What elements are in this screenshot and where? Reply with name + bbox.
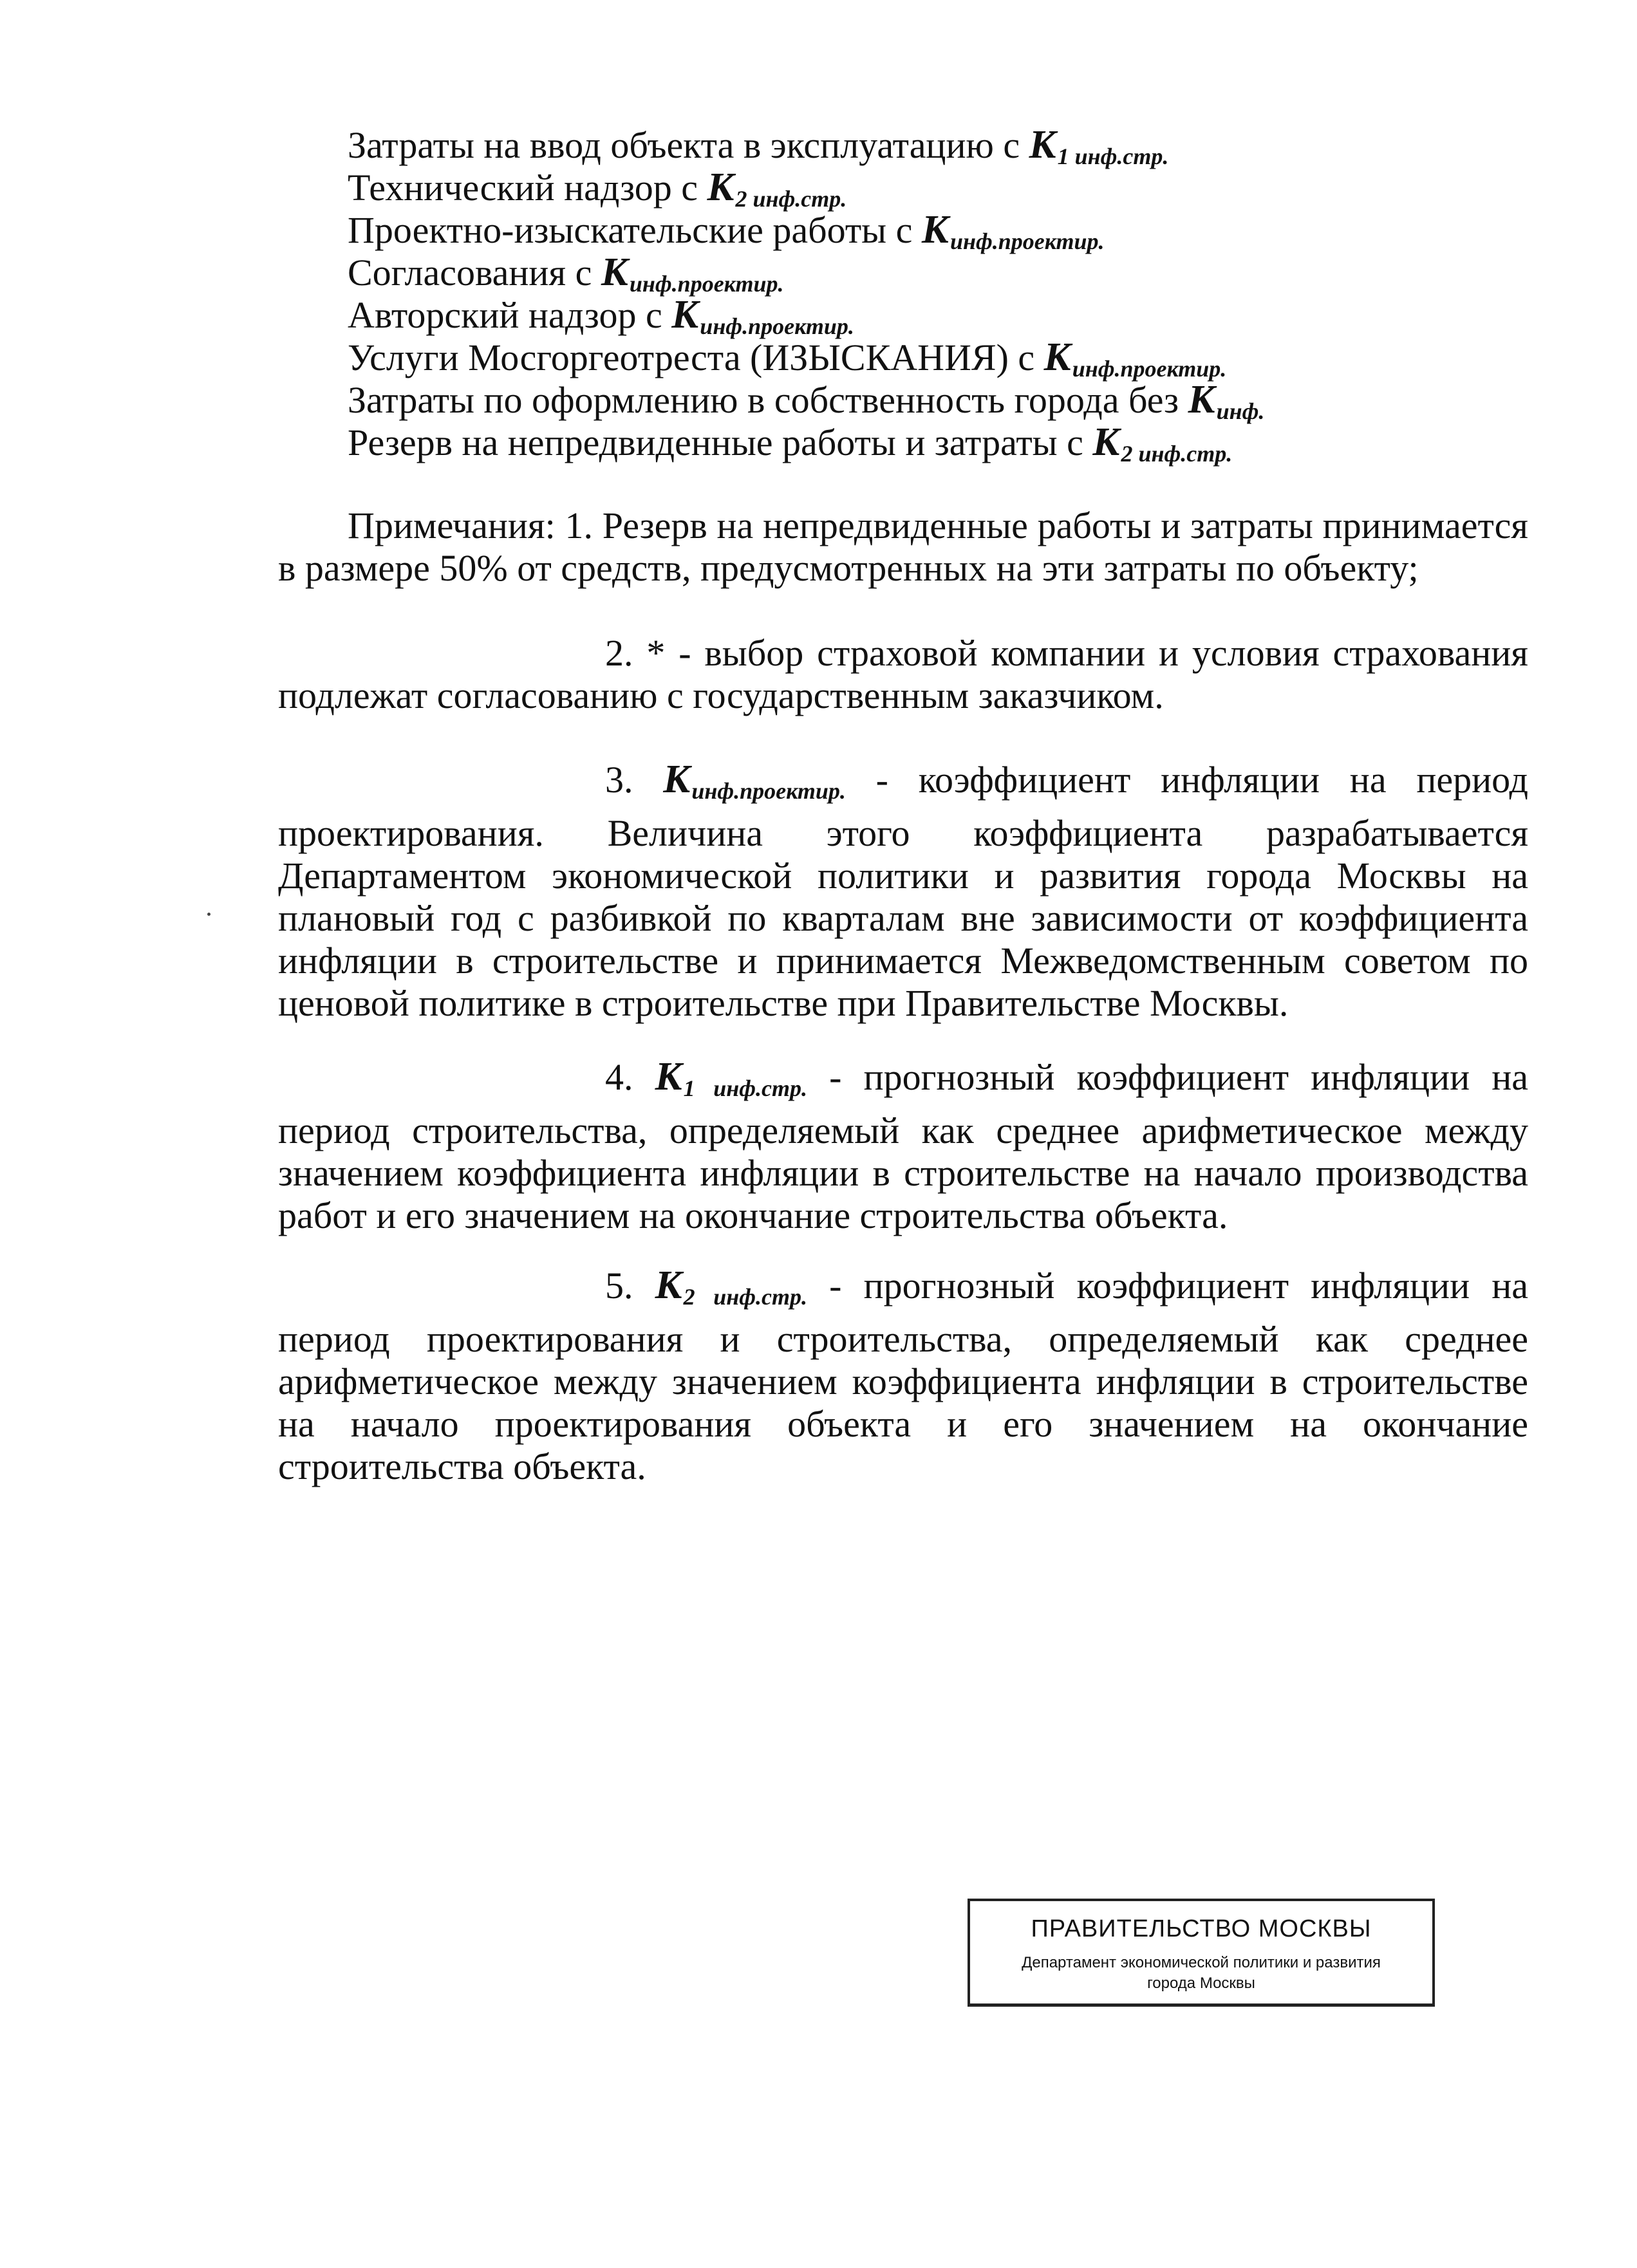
coefficient-subscript: инф.проектир. bbox=[629, 271, 784, 297]
note-5-text bbox=[278, 1264, 1528, 1488]
stamp-title: ПРАВИТЕЛЬСТВО МОСКВЫ bbox=[1031, 1915, 1372, 1942]
coefficient-symbol: К bbox=[1188, 378, 1215, 422]
coefficient-symbol: К bbox=[1029, 123, 1056, 167]
cost-item-text: Согласования с bbox=[348, 252, 601, 293]
coefficient-symbol: К bbox=[655, 1263, 682, 1307]
coefficient-subscript: инф.проектир. bbox=[691, 778, 846, 804]
cost-item-reserve bbox=[348, 421, 1232, 475]
note-4-text bbox=[278, 1055, 1528, 1237]
note-2 bbox=[278, 632, 1528, 717]
coefficient-subscript: 1 инф.стр. bbox=[683, 1075, 808, 1101]
cost-item-text: Проектно-изыскательские работы с bbox=[348, 209, 922, 251]
stamp-city: города Москвы bbox=[1147, 1975, 1255, 1992]
note-4-body: - прогнозный коэффициент инфляции на период строительства, определяемый как среднее арифметическое между значением коэффициента инфляции в строительстве на начало производства работ и его значением на окончание строительства объекта. bbox=[278, 1056, 1528, 1236]
coefficient-subscript: инф.проектир. bbox=[1072, 356, 1227, 382]
coefficient-symbol: К bbox=[707, 165, 734, 209]
coefficient-symbol: К bbox=[921, 208, 949, 252]
cost-item-text: Затраты на ввод объекта в эксплуатацию с bbox=[348, 124, 1029, 166]
coefficient-subscript: инф.проектир. bbox=[700, 313, 854, 339]
note-1 bbox=[278, 505, 1528, 590]
note-5-number: 5. bbox=[605, 1265, 655, 1306]
coefficient-symbol: К bbox=[601, 250, 628, 294]
cost-item-text: Авторский надзор с bbox=[348, 294, 672, 336]
note-2-text: 2. * - выбор страховой компании и условия страхования подлежат согласованию с государственным заказчиком. bbox=[278, 632, 1528, 716]
scan-speck bbox=[207, 913, 210, 916]
coefficient-subscript: 2 инф.стр. bbox=[735, 186, 847, 212]
stamp-department: Департамент экономической политики и развития bbox=[1022, 1954, 1381, 1971]
note-5 bbox=[278, 1264, 1528, 1488]
coefficient-symbol: К bbox=[663, 758, 691, 801]
note-5-body: - прогнозный коэффициент инфляции на период проектирования и строительства, определяемый как среднее арифметическое между значением коэффициента инфляции в строительстве на начало проектирования объекта и его значением на окончание строительства объекта. bbox=[278, 1265, 1528, 1487]
coefficient-subscript: 2 инф.стр. bbox=[683, 1284, 808, 1310]
coefficient-symbol: К bbox=[655, 1055, 682, 1099]
coefficient-subscript: 1 инф.стр. bbox=[1057, 144, 1169, 169]
note-4 bbox=[278, 1055, 1528, 1237]
coefficient-subscript: инф. bbox=[1216, 398, 1265, 424]
cost-item-text: Затраты по оформлению в собственность города без bbox=[348, 379, 1188, 421]
note-1-text: Примечания: 1. Резерв на непредвиденные работы и затраты принимается в размере 50% от средств, предусмотренных на эти затраты по объекту; bbox=[278, 505, 1528, 589]
cost-item-text: Резерв на непредвиденные работы и затраты с bbox=[348, 422, 1093, 463]
note-3-body: - коэффициент инфляции на период проектирования. Величина этого коэффициента разрабатывается Департаментом экономической политики и развития города Москвы на плановый год с разбивкой по кварталам вне зависимости от коэффициента инфляции в строительстве и принимается Межведомственным советом по ценовой политике в строительстве при Правительстве Москвы. bbox=[278, 759, 1528, 1024]
cost-item-text: Технический надзор с bbox=[348, 167, 707, 209]
coefficient-symbol: К bbox=[1043, 335, 1071, 379]
note-3-text bbox=[278, 758, 1528, 1025]
government-stamp bbox=[968, 1899, 1435, 2007]
note-4-number: 4. bbox=[605, 1056, 655, 1098]
note-3 bbox=[278, 758, 1528, 1025]
coefficient-subscript: инф.проектир. bbox=[949, 228, 1105, 254]
coefficient-symbol: К bbox=[671, 293, 699, 337]
coefficient-symbol: К bbox=[1092, 420, 1120, 464]
cost-item-text: Услуги Мосгоргеотреста (ИЗЫСКАНИЯ) с bbox=[348, 337, 1044, 378]
coefficient-subscript: 2 инф.стр. bbox=[1121, 441, 1233, 467]
note-3-number: 3. bbox=[605, 759, 664, 801]
